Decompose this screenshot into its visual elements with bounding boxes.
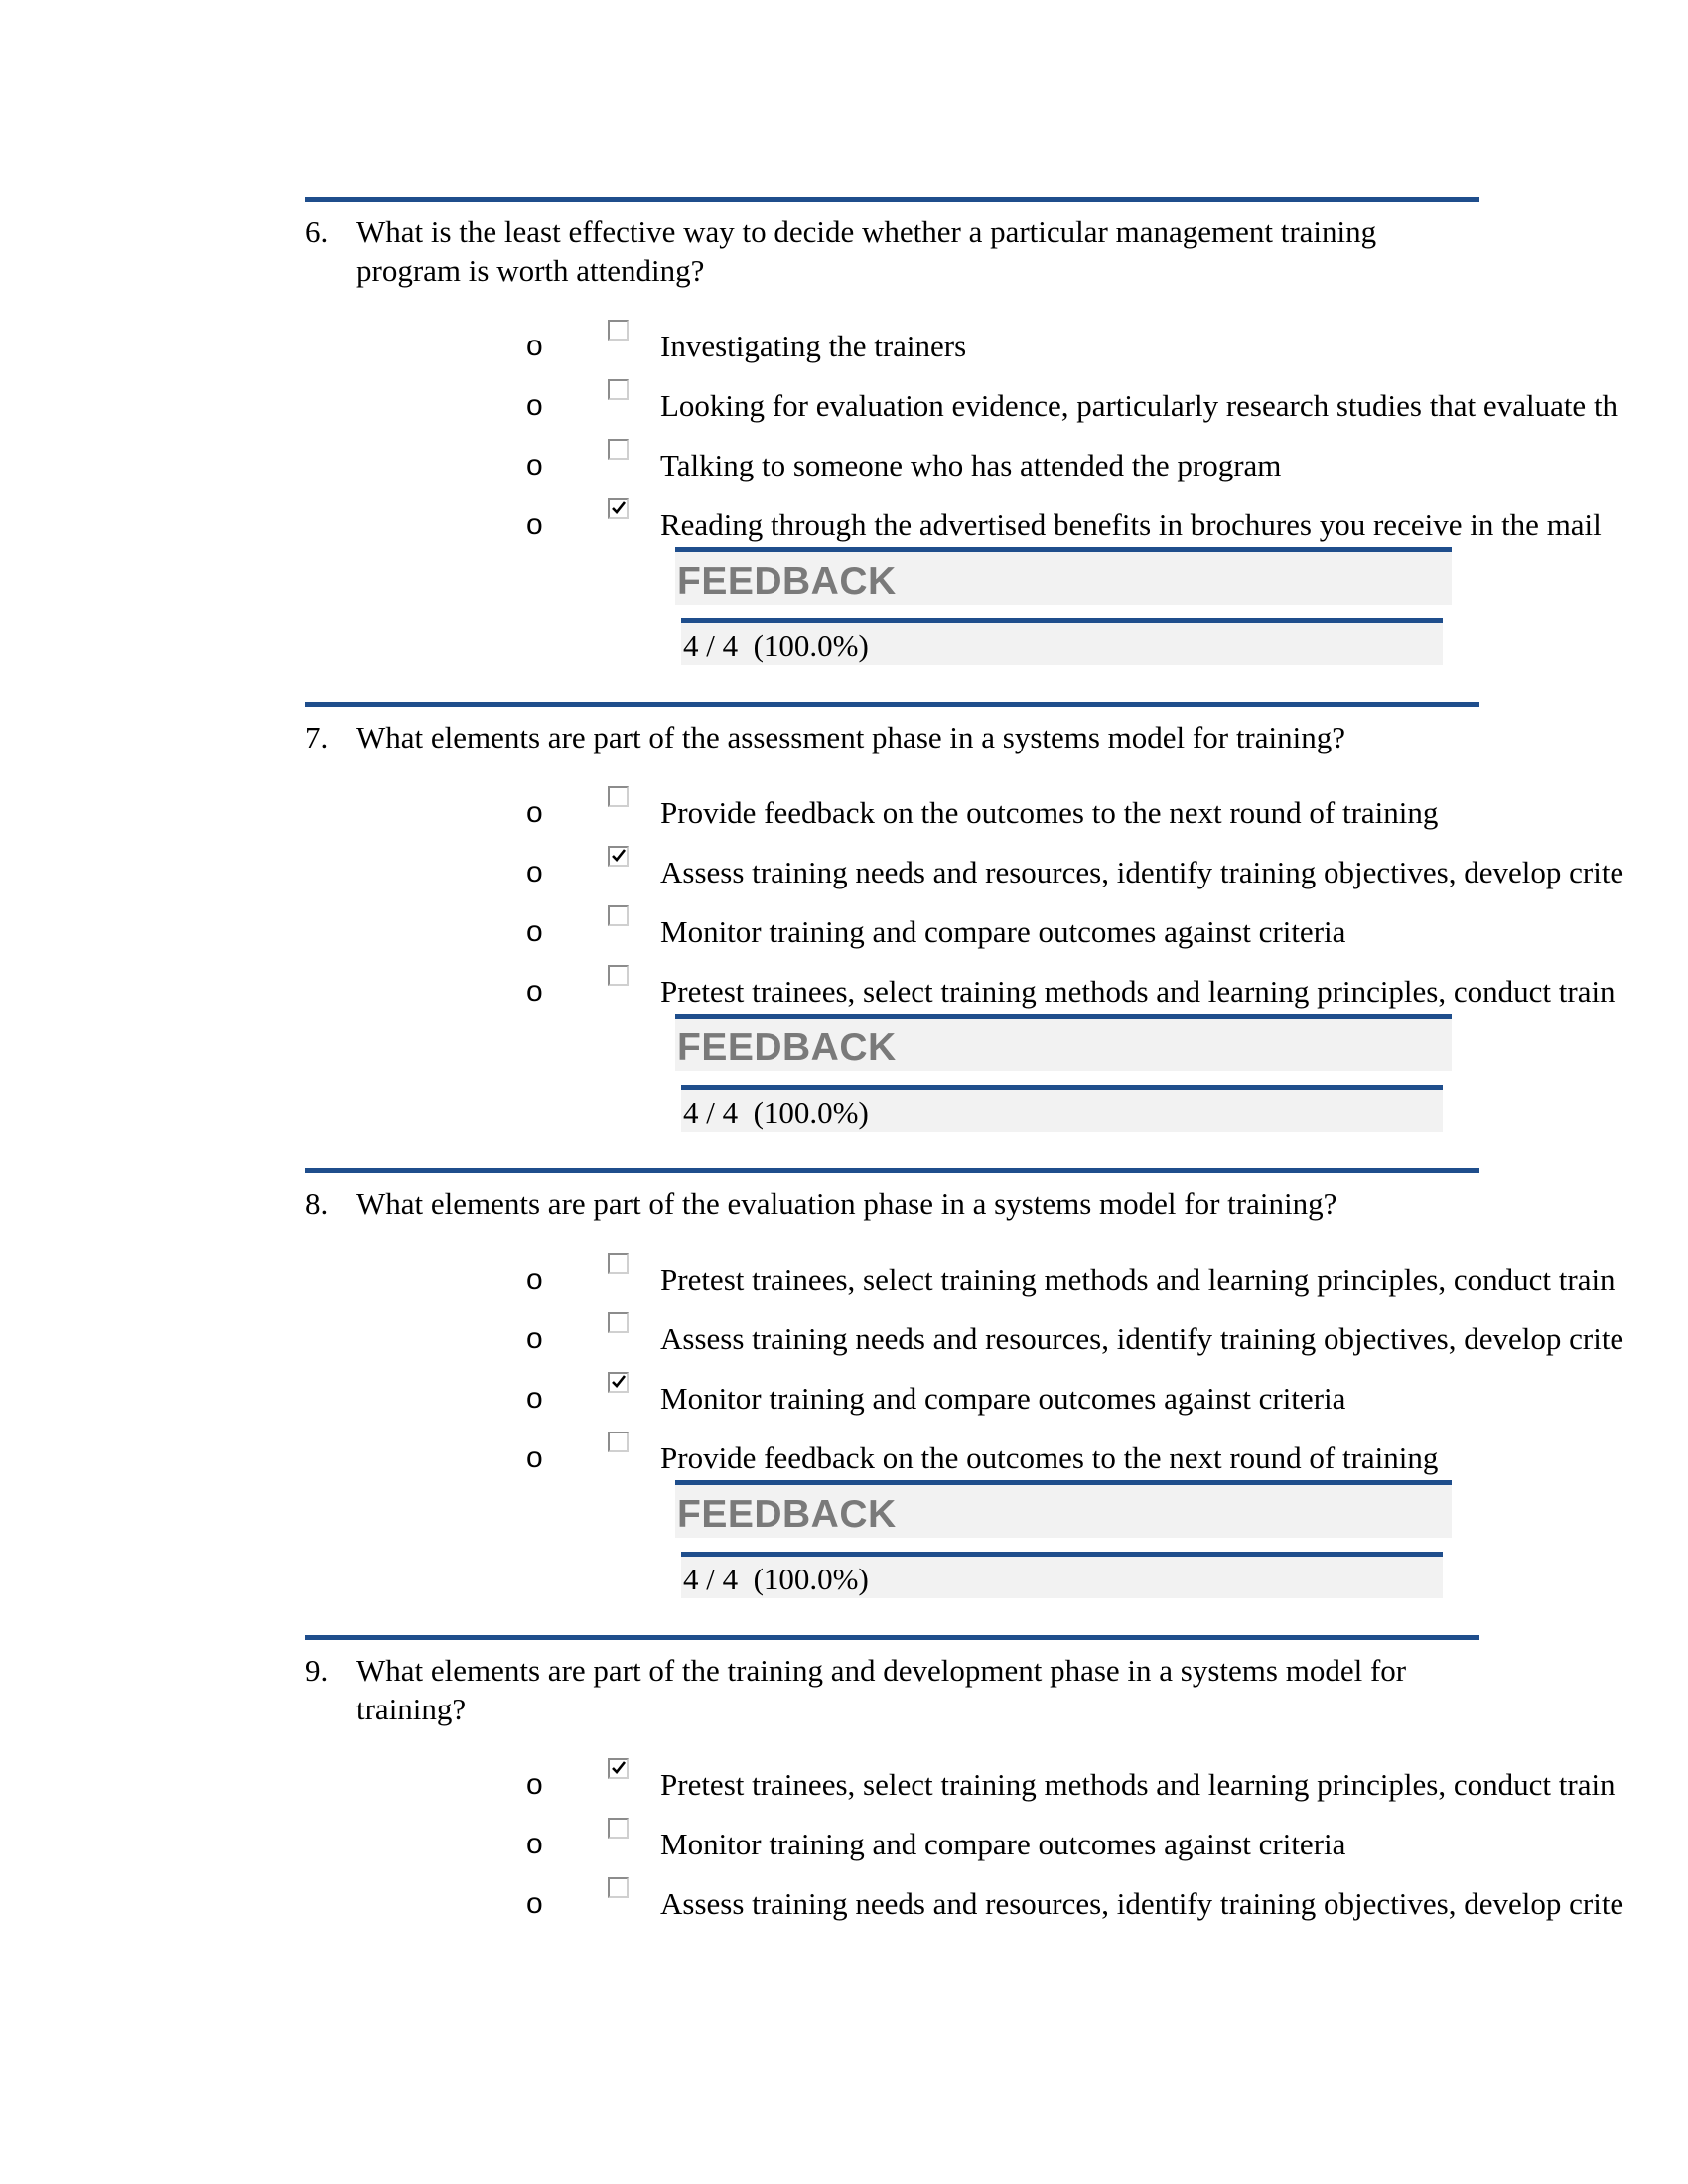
option-label: Provide feedback on the outcomes to the next round of training [660,795,1439,830]
answer-option[interactable] [526,444,1688,487]
question-number: 9. [305,1653,329,1688]
checkbox[interactable] [608,1818,629,1839]
checkmark-icon [611,848,627,864]
bullet: o [526,449,543,481]
question-number: 8. [305,1186,329,1221]
question-divider [305,1635,1479,1640]
question-divider [305,1168,1479,1173]
question-text: What elements are part of the training and development phase in a systems model for training? [356,1653,1407,1726]
answer-option[interactable] [526,1317,1688,1361]
bullet: o [526,1887,543,1920]
answer-option-selected[interactable] [526,1763,1688,1807]
question-text: What elements are part of the assessment phase in a systems model for training? [356,720,1345,754]
option-label: Assess training needs and resources, identify training objectives, develop crite [660,1321,1624,1356]
checkbox[interactable] [608,1253,629,1274]
option-label: Looking for evaluation evidence, particularly research studies that evaluate th [660,388,1618,423]
feedback-title: FEEDBACK [677,1026,897,1069]
feedback-header [675,1480,1452,1538]
feedback-header [675,1014,1452,1071]
bullet: o [526,1322,543,1355]
answer-option[interactable] [526,1882,1688,1926]
answer-option[interactable] [526,384,1688,428]
answer-option[interactable] [526,1258,1688,1301]
feedback-score: 4 / 4 (100.0%) [683,1562,869,1596]
bullet: o [526,330,543,362]
question-9 [305,1651,1479,1728]
answer-option-selected[interactable] [526,503,1688,547]
answer-option[interactable] [526,970,1688,1014]
bullet: o [526,856,543,888]
checkbox[interactable] [608,965,629,986]
option-label: Talking to someone who has attended the program [660,448,1282,482]
bullet: o [526,1768,543,1801]
option-label: Monitor training and compare outcomes against criteria [660,1827,1346,1861]
feedback-title: FEEDBACK [677,560,897,603]
option-label: Investigating the trainers [660,329,967,363]
checkbox[interactable] [608,905,629,926]
feedback-score-box [681,1085,1443,1132]
question-text: What is the least effective way to decide whether a particular management training program is worth attending? [356,214,1377,288]
bullet: o [526,796,543,829]
bullet: o [526,389,543,422]
checkmark-icon [611,1760,627,1776]
checkbox[interactable] [608,1432,629,1452]
question-number: 7. [305,720,329,754]
option-label: Pretest trainees, select training methods and learning principles, conduct train [660,1767,1616,1802]
checkbox[interactable] [608,379,629,400]
bullet: o [526,1441,543,1474]
question-text: What elements are part of the evaluation phase in a systems model for training? [356,1186,1337,1221]
option-label: Assess training needs and resources, identify training objectives, develop crite [660,855,1624,889]
checkbox[interactable] [608,1877,629,1898]
feedback-title: FEEDBACK [677,1493,897,1536]
answer-option-selected[interactable] [526,1377,1688,1421]
checkmark-icon [611,1374,627,1390]
question-number: 6. [305,214,329,249]
answer-option[interactable] [526,791,1688,835]
checkbox[interactable] [608,786,629,807]
checkbox-checked[interactable] [608,1758,629,1779]
option-label: Pretest trainees, select training methods and learning principles, conduct train [660,974,1616,1009]
checkbox-checked[interactable] [608,846,629,867]
bullet: o [526,508,543,541]
question-7 [305,718,1479,756]
checkbox[interactable] [608,1312,629,1333]
feedback-header [675,547,1452,605]
option-label: Monitor training and compare outcomes against criteria [660,1381,1346,1416]
answer-option-selected[interactable] [526,851,1688,894]
option-label: Assess training needs and resources, identify training objectives, develop crite [660,1886,1624,1921]
bullet: o [526,1263,543,1296]
bullet: o [526,1828,543,1860]
question-divider [305,197,1479,202]
checkbox-checked[interactable] [608,498,629,519]
checkbox[interactable] [608,320,629,341]
feedback-score-box [681,1552,1443,1598]
option-label: Monitor training and compare outcomes against criteria [660,914,1346,949]
answer-option[interactable] [526,1823,1688,1866]
bullet: o [526,1382,543,1415]
checkmark-icon [611,500,627,516]
bullet: o [526,975,543,1008]
question-6 [305,212,1479,290]
question-8 [305,1184,1479,1223]
checkbox-checked[interactable] [608,1372,629,1393]
option-label: Provide feedback on the outcomes to the next round of training [660,1440,1439,1475]
answer-option[interactable] [526,325,1688,368]
option-label: Reading through the advertised benefits in brochures you receive in the mail [660,507,1602,542]
feedback-score: 4 / 4 (100.0%) [683,1095,869,1130]
question-divider [305,702,1479,707]
option-label: Pretest trainees, select training methods and learning principles, conduct train [660,1262,1616,1297]
feedback-score-box [681,618,1443,665]
answer-option[interactable] [526,1436,1688,1480]
bullet: o [526,915,543,948]
answer-option[interactable] [526,910,1688,954]
checkbox[interactable] [608,439,629,460]
feedback-score: 4 / 4 (100.0%) [683,628,869,663]
